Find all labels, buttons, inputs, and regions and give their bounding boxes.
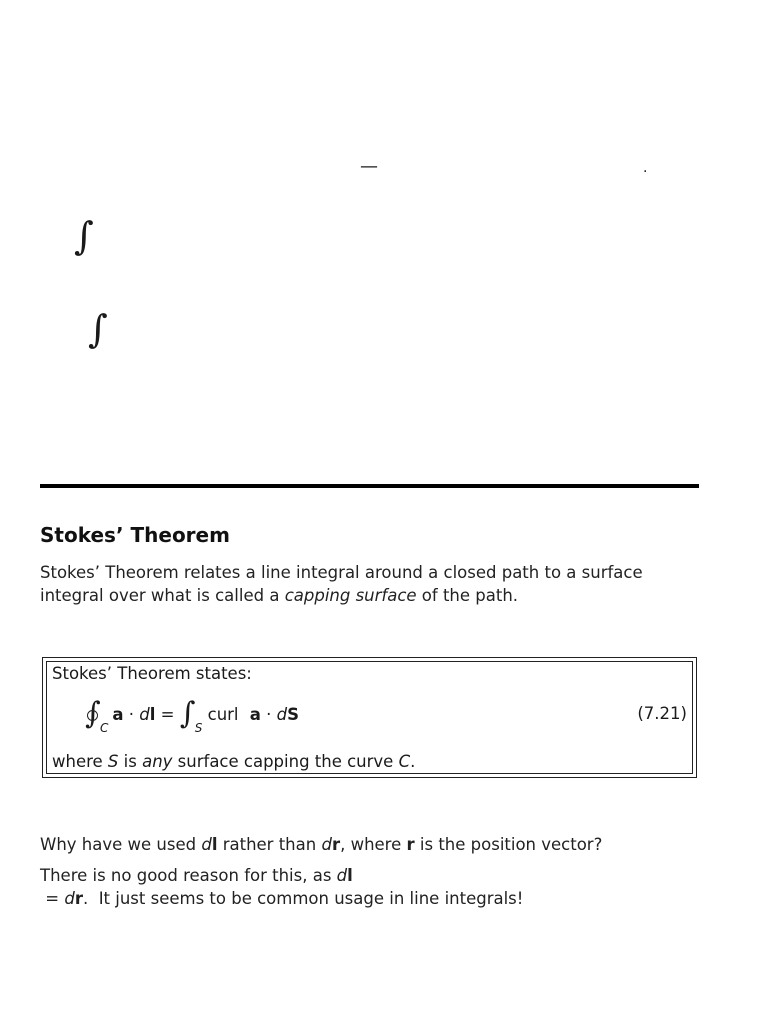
stokes-equation [85, 696, 300, 735]
intro-paragraph [40, 561, 702, 607]
surface-integral-symbol: ∫ [179, 696, 196, 731]
theorem-statement-label: Stokes’ Theorem states: [52, 664, 252, 683]
section-divider [40, 484, 699, 488]
intro-emphasis: capping surface [284, 586, 417, 605]
equation-number: (7.21) [637, 704, 687, 723]
question-paragraph: Why have we used dl rather than dr, where r is the position vector? [40, 835, 603, 854]
dot-operator: · [260, 704, 277, 724]
section-title: Stokes’ Theorem [40, 523, 230, 547]
fraction-bar-fragment: — [360, 156, 378, 177]
vector-l: l [149, 704, 156, 724]
equals-sign: = [155, 704, 180, 724]
differential-d: d [139, 704, 150, 724]
integral-sign-fragment: ∫ [74, 214, 94, 258]
integral-sign-fragment: ∫ [88, 307, 108, 351]
intro-text-end: of the path. [416, 586, 519, 605]
vector-s: S [287, 704, 300, 724]
curl-operator: curl [202, 704, 244, 724]
contour-integral-symbol: ∫ [85, 696, 101, 731]
theorem-box-inner [46, 661, 693, 774]
dot-operator: · [123, 704, 140, 724]
vector-a: a [112, 704, 124, 724]
theorem-condition: where S is any surface capping the curve C. [52, 752, 416, 771]
theorem-box [42, 657, 697, 778]
differential-d: d [276, 704, 288, 724]
intro-text: Stokes’ Theorem relates a line integral around a closed path to a surface integral over what is called a [40, 563, 643, 605]
vector-a: a [249, 704, 261, 724]
answer-paragraph: There is no good reason for this, as dl = dr. It just seems to be common usage in line integrals! [40, 866, 524, 908]
subscript-c: C [100, 721, 109, 735]
subscript-s: S [194, 721, 203, 735]
period-fragment: . [643, 160, 648, 176]
